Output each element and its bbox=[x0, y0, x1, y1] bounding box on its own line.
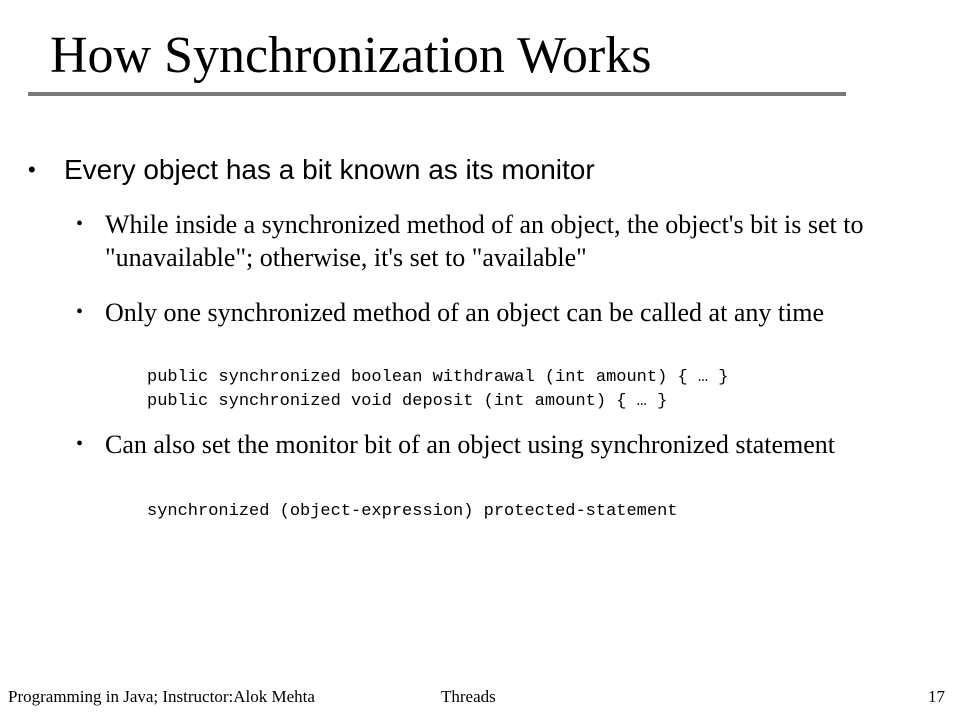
code-line-withdrawal: public synchronized boolean withdrawal (int amount) { … } bbox=[147, 368, 729, 387]
code-line-sync-statement: synchronized (object-expression) protected-statement bbox=[147, 502, 678, 521]
footer-topic: Threads bbox=[441, 687, 496, 706]
bullet-dot-icon: • bbox=[76, 301, 84, 323]
main-bullet-text: Every object has a bit known as its monitor bbox=[64, 154, 595, 185]
title-underline bbox=[28, 92, 846, 96]
sub-bullet-text: While inside a synchronized method of an object, the object's bit is set to "unavailable"; otherwise, it's set to "available" bbox=[105, 210, 864, 272]
bullet-dot-icon: • bbox=[76, 213, 84, 235]
sub-bullet-text: Only one synchronized method of an object can be called at any time bbox=[105, 298, 825, 327]
footer-course: Programming in Java; Instructor:Alok Mehta bbox=[8, 687, 315, 706]
sub-bullet-statement bbox=[76, 428, 936, 461]
code-line-deposit: public synchronized void deposit (int amount) { … } bbox=[147, 392, 668, 411]
bullet-dot-icon: • bbox=[28, 157, 36, 182]
sub-bullet-monitor bbox=[76, 208, 936, 274]
bullet-dot-icon: • bbox=[76, 433, 84, 455]
footer-page-number: 17 bbox=[928, 687, 945, 706]
sub-bullet-text: Can also set the monitor bit of an object using synchronized statement bbox=[105, 430, 836, 459]
slide-title: How Synchronization Works bbox=[50, 27, 652, 84]
sub-bullet-one-method bbox=[76, 296, 936, 329]
